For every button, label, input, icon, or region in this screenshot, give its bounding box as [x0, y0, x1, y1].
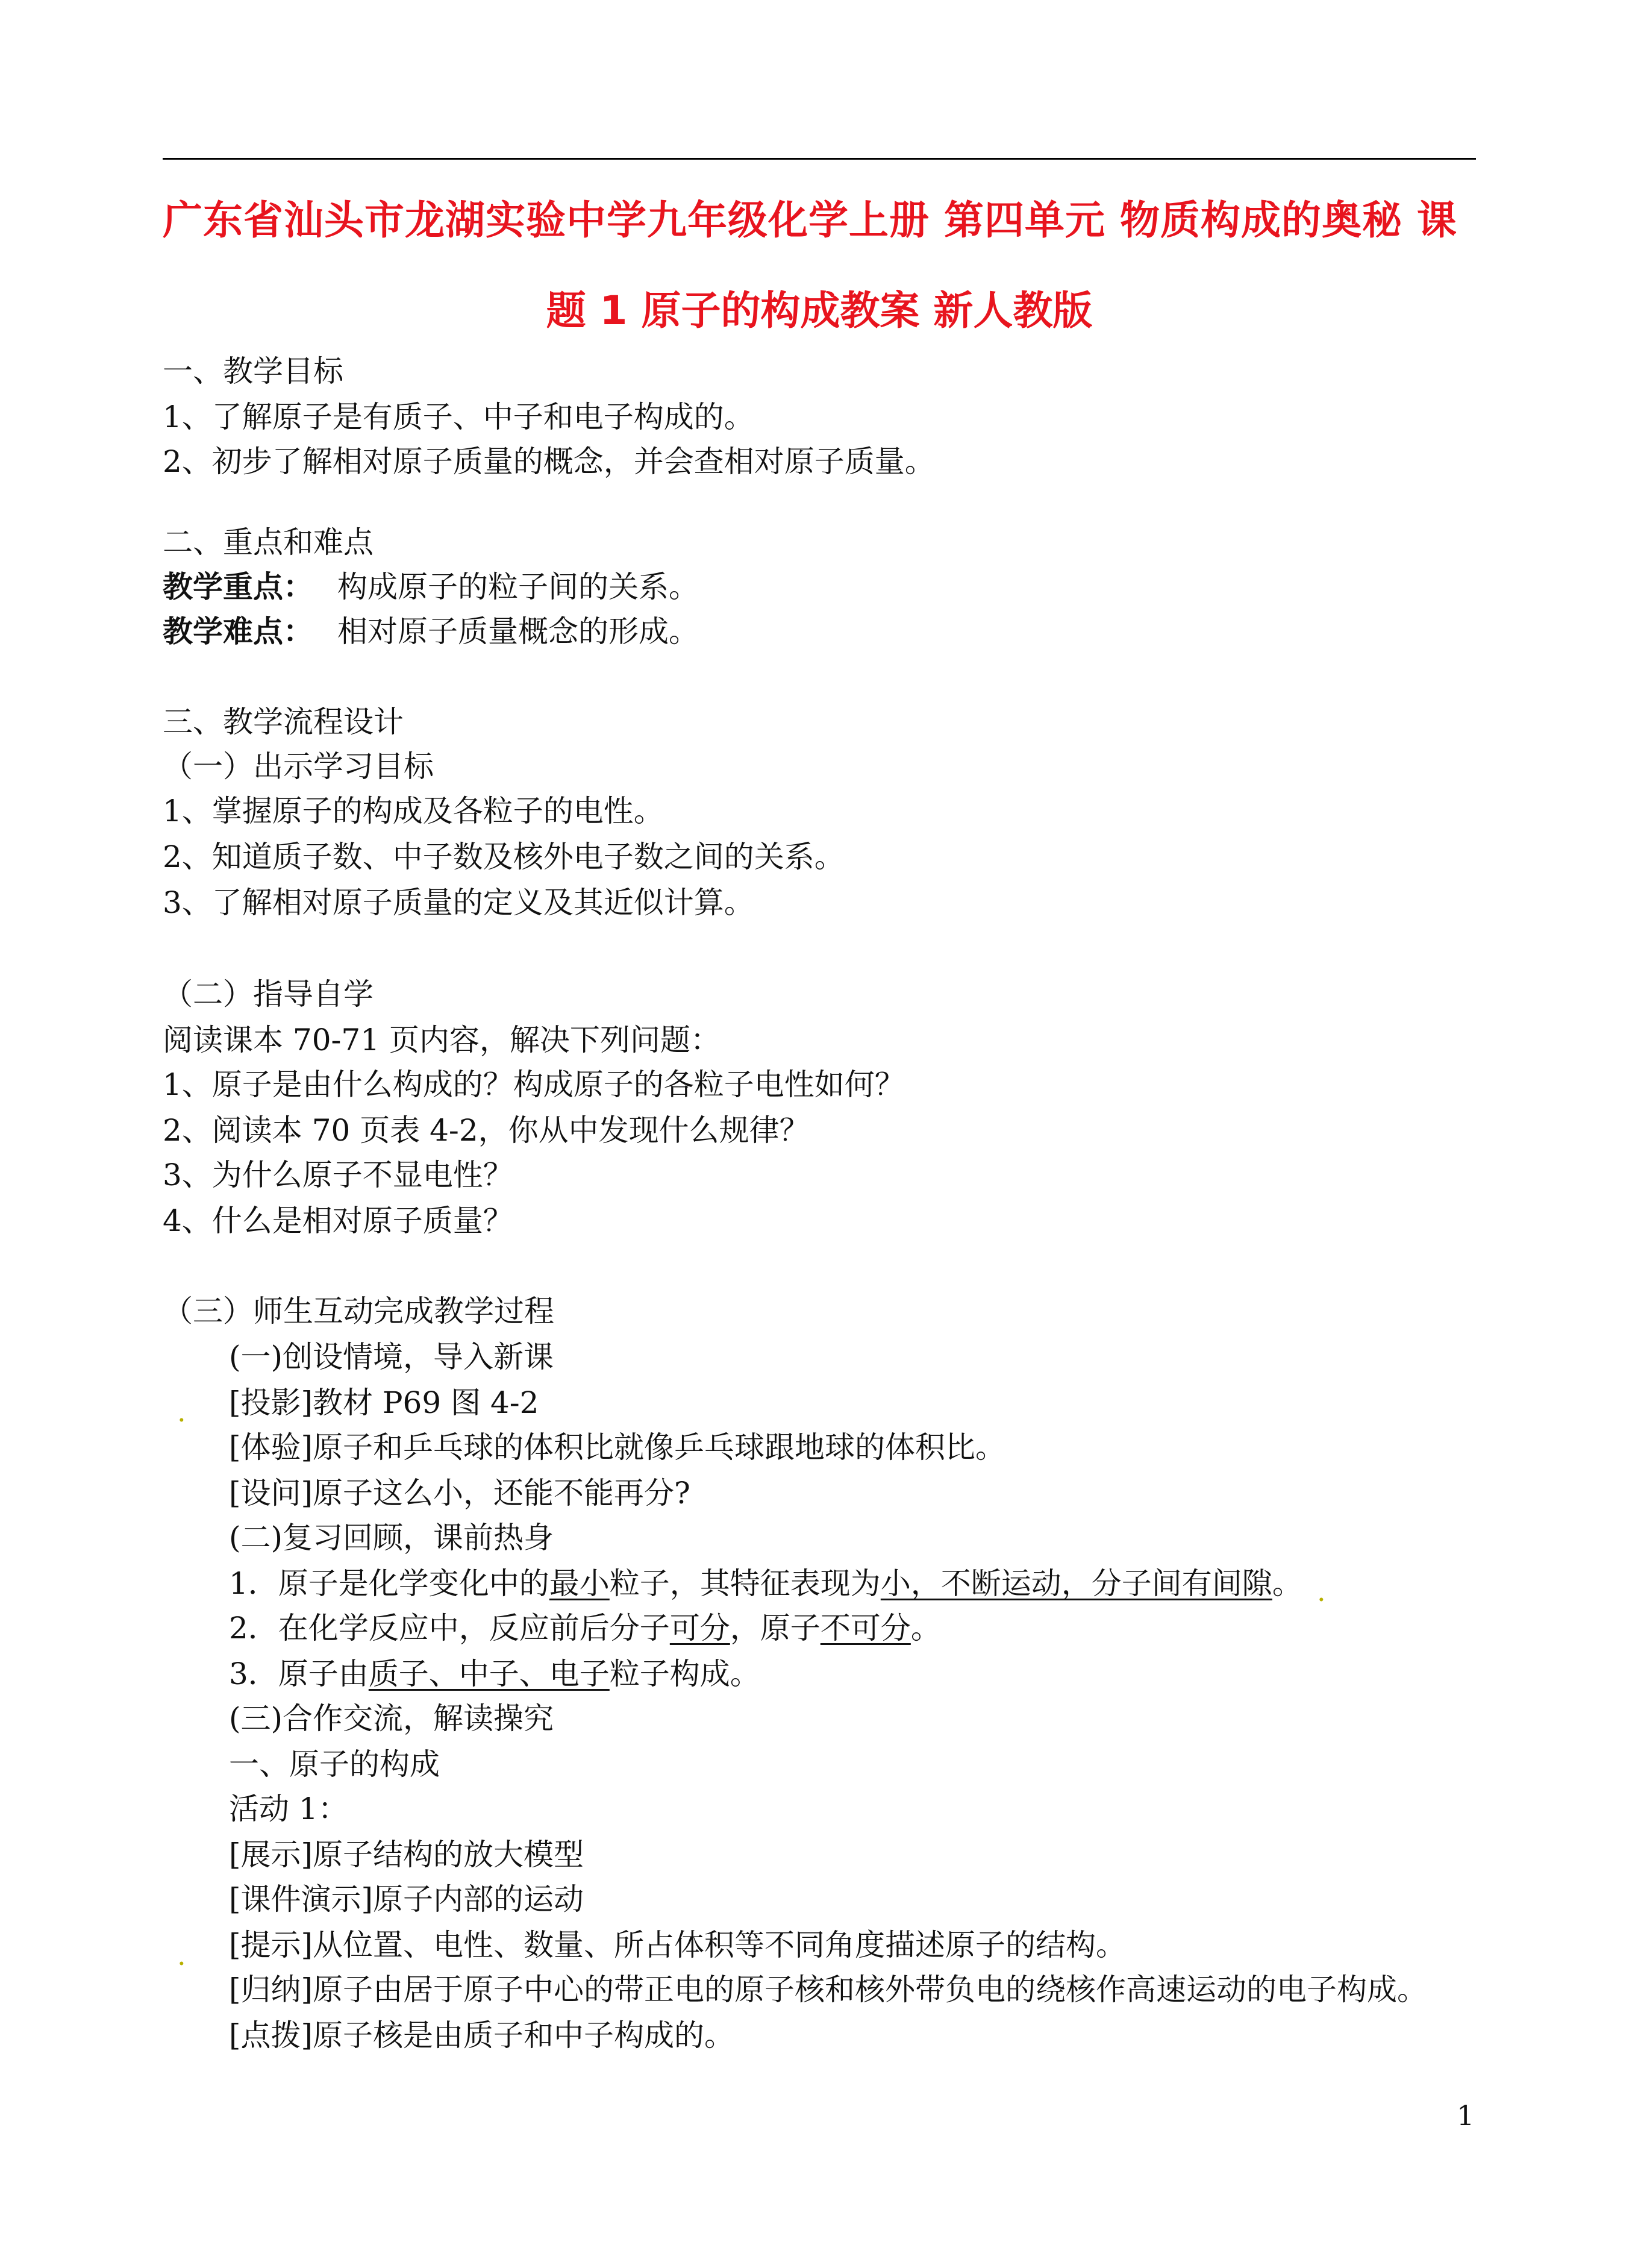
activity-label: 活动 1：: [229, 1791, 348, 1826]
review-q1-text-2: 粒子，其特征表现为: [609, 1566, 881, 1601]
self-study-question-1: 1、原子是由什么构成的？构成原子的各粒子电性如何？: [163, 1067, 905, 1102]
margin-mark: .: [177, 1396, 186, 1428]
margin-mark: .: [177, 1939, 186, 1972]
header-rule: [163, 158, 1476, 160]
goal-item-2: 2、知道质子数、中子数及核外电子数之间的关系。: [163, 839, 845, 874]
courseware-note: [课件演示]原子内部的运动: [229, 1882, 584, 1917]
key-point-text: 构成原子的粒子间的关系。: [337, 569, 699, 604]
margin-mark: .: [1317, 1575, 1326, 1608]
review-q2-text: 2．在化学反应中，反应前后分子: [229, 1611, 670, 1646]
review-q3-end: 粒子构成。: [609, 1656, 760, 1691]
goal-item-3: 3、了解相对原子质量的定义及其近似计算。: [163, 885, 754, 920]
step-heading-review: (二)复习回顾，课前热身: [229, 1520, 554, 1555]
key-point-row: [163, 569, 699, 605]
document-title-line-1: 广东省汕头市龙湖实验中学九年级化学上册 第四单元 物质构成的奥秘 课: [163, 197, 1457, 243]
summary-note: [归纳]原子由居于原子中心的带正电的原子核和核外带负电的绕核作高速运动的电子构成。: [229, 1972, 1428, 2007]
review-question-1: [229, 1565, 1302, 1602]
subsection-heading-self-study: （二）指导自学: [163, 977, 374, 1012]
topic-heading-atom-structure: 一、原子的构成: [229, 1747, 440, 1782]
self-study-question-2: 2、阅读本 70 页表 4-2，你从中发现什么规律？: [163, 1113, 810, 1148]
document-title-line-2: 题 1 原子的构成教案 新人教版: [546, 287, 1093, 334]
experience-note: [体验]原子和乒乓球的体积比就像乒乓球跟地球的体积比。: [229, 1430, 1006, 1465]
review-q2-text-2: ，原子: [730, 1611, 821, 1646]
review-question-2: [229, 1610, 941, 1646]
show-note: [展示]原子结构的放大模型: [229, 1837, 584, 1872]
step-heading-cooperation: (三)合作交流，解读操究: [229, 1701, 554, 1736]
step-heading-scenario: (一)创设情境，导入新课: [229, 1339, 554, 1374]
difficult-point-text: 相对原子质量概念的形成。: [337, 614, 699, 649]
key-point-label: 教学重点：: [163, 569, 313, 604]
self-study-intro: 阅读课本 70-71 页内容，解决下列问题：: [163, 1023, 721, 1057]
section-heading-process: 三、教学流程设计: [163, 704, 404, 739]
review-q2-answer-2: 不可分: [820, 1611, 911, 1646]
review-q3-answer: 质子、中子、电子: [368, 1656, 610, 1691]
self-study-question-4: 4、什么是相对原子质量？: [163, 1203, 513, 1238]
page-number: 1: [1457, 2099, 1475, 2132]
section-heading-objectives: 一、教学目标: [163, 354, 343, 389]
difficult-point-row: [163, 613, 699, 650]
review-q3-text: 3．原子由: [229, 1656, 369, 1691]
objective-item-1: 1、了解原子是有质子、中子和电子构成的。: [163, 399, 754, 434]
difficult-point-label: 教学难点：: [163, 613, 313, 649]
question-note: [设问]原子这么小，还能不能再分?: [229, 1476, 690, 1511]
goal-item-1: 1、掌握原子的构成及各粒子的电性。: [163, 794, 664, 829]
review-q1-text: 1．原子是化学变化中的: [229, 1566, 549, 1601]
review-question-3: [229, 1656, 760, 1692]
subsection-heading-goals: （一）出示学习目标: [163, 749, 434, 784]
review-q1-end: 。: [1272, 1566, 1302, 1601]
hint-note: [提示]从位置、电性、数量、所占体积等不同角度描述原子的结构。: [229, 1928, 1127, 1963]
projection-note: [投影]教材 P69 图 4-2: [229, 1385, 539, 1420]
section-heading-key-points: 二、重点和难点: [163, 525, 374, 560]
objective-item-2: 2、初步了解相对原子质量的概念，并会查相对原子质量。: [163, 444, 935, 479]
self-study-question-3: 3、为什么原子不显电性？: [163, 1157, 513, 1192]
review-q1-answer-1: 最小: [549, 1566, 610, 1601]
subsection-heading-interaction: （三）师生互动完成教学过程: [163, 1294, 554, 1329]
review-q2-end: 。: [910, 1611, 941, 1646]
review-q2-answer-1: 可分: [669, 1611, 730, 1646]
review-q1-answer-2: 小，不断运动，分子间有间隙: [880, 1566, 1272, 1601]
pointer-note: [点拨]原子核是由质子和中子构成的。: [229, 2018, 735, 2053]
